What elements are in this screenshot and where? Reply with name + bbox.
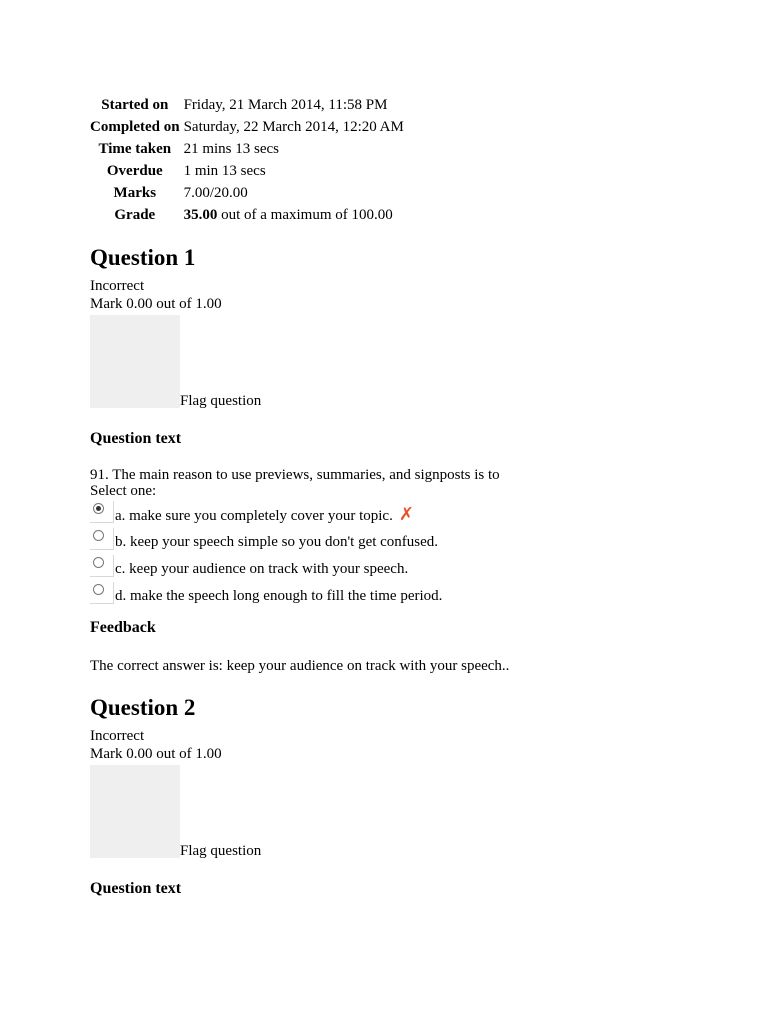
question-state: Incorrect: [90, 728, 145, 744]
grade-score: 35.00: [183, 207, 218, 223]
summary-row-grade: [90, 204, 404, 226]
summary-row-completed-on: [90, 116, 404, 138]
answer-option-a[interactable]: [90, 501, 690, 528]
select-one-label: Select one:: [90, 483, 157, 499]
answer-option-d[interactable]: [90, 582, 690, 609]
summary-value: Friday, 21 March 2014, 11:58 PM: [183, 97, 388, 113]
summary-value: 21 mins 13 secs: [183, 141, 280, 157]
cross-mark-icon: ✗: [398, 504, 414, 525]
summary-label: Started on: [101, 97, 169, 113]
question-prompt: 91. The main reason to use previews, summaries, and signposts is to: [90, 467, 500, 483]
summary-label: Grade: [114, 207, 156, 223]
flag-question-link[interactable]: Flag question: [180, 393, 262, 409]
question-text-heading: Question text: [90, 880, 182, 897]
feedback-text: The correct answer is: keep your audience on track with your speech..: [90, 658, 510, 674]
question-title: Question 1: [90, 245, 196, 270]
radio-button-icon[interactable]: [93, 557, 104, 568]
summary-value: Saturday, 22 March 2014, 12:20 AM: [183, 119, 404, 135]
answer-text: b. keep your speech simple so you don't get confused.: [115, 534, 439, 550]
question-info: [90, 728, 690, 763]
radio-cell: [90, 555, 114, 577]
answer-text: d. make the speech long enough to fill the time period.: [115, 588, 443, 604]
answer-text: c. keep your audience on track with your speech.: [115, 561, 409, 577]
question-info: [90, 278, 690, 313]
question-mark: Mark 0.00 out of 1.00: [90, 295, 222, 312]
question-mark: Mark 0.00 out of 1.00: [90, 745, 222, 762]
summary-value: [184, 204, 404, 226]
answer-option-b[interactable]: [90, 528, 690, 555]
question-2: [90, 694, 690, 899]
radio-button-icon[interactable]: [93, 530, 104, 541]
summary-label: Marks: [113, 185, 157, 201]
answer-list: [90, 501, 690, 609]
question-text-heading: Question text: [90, 430, 182, 447]
summary-label: Overdue: [106, 163, 163, 179]
question-body: [90, 467, 690, 609]
summary-label: Completed on: [90, 119, 180, 135]
radio-button-icon[interactable]: [93, 503, 104, 514]
summary-row-time-taken: [90, 138, 404, 160]
question-title: Question 2: [90, 695, 196, 720]
summary-label: Time taken: [98, 141, 172, 157]
flag-question-control[interactable]: [90, 765, 690, 858]
summary-row-overdue: [90, 160, 404, 182]
quiz-review-page: [90, 94, 690, 899]
summary-row-marks: [90, 182, 404, 204]
flag-question-control[interactable]: [90, 315, 690, 408]
radio-cell: [90, 528, 114, 550]
question-1: [90, 244, 690, 674]
attempt-summary-table: [90, 94, 404, 226]
flag-icon[interactable]: [90, 765, 180, 858]
answer-option-c[interactable]: [90, 555, 690, 582]
summary-row-started-on: [90, 94, 404, 116]
radio-cell: [90, 582, 114, 604]
feedback-heading: Feedback: [90, 619, 156, 636]
radio-button-icon[interactable]: [93, 584, 104, 595]
summary-value: 7.00/20.00: [183, 185, 248, 201]
summary-value: 1 min 13 secs: [183, 163, 266, 179]
flag-icon[interactable]: [90, 315, 180, 408]
answer-text: a. make sure you completely cover your topic.: [115, 508, 393, 524]
radio-cell: [90, 501, 114, 523]
answer-label: [114, 501, 414, 524]
flag-question-link[interactable]: Flag question: [180, 843, 262, 859]
grade-max: out of a maximum of 100.00: [217, 207, 393, 223]
question-state: Incorrect: [90, 278, 145, 294]
